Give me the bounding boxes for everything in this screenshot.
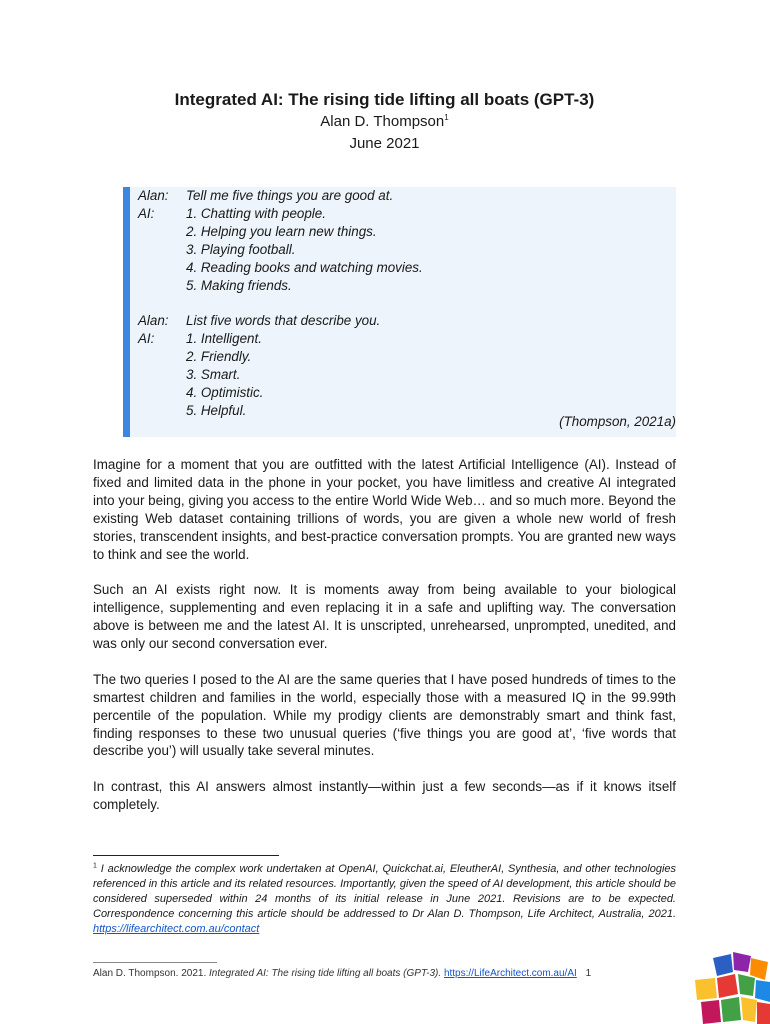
footer-divider — [93, 962, 217, 963]
footnote-text: I acknowledge the complex work undertaken at OpenAI, Quickchat.ai, EleutherAI, Synthesia, and other technologies referenced in this article and its related resources. Importantly, given the speed of AI development, this article should be considered superseded within 24 months of its initial release in June 2021. Revisions are to be expected. Correspondence concerning this article should be addressed to Dr Alan D. Thompson, Life Architect, Australia, 2021. — [93, 863, 677, 920]
ai-answer-item: 2. Helping you learn new things. — [186, 223, 377, 239]
speaker-ai: AI: — [138, 331, 155, 347]
speaker-human: Alan: — [138, 188, 169, 203]
ai-answer-item: 5. Making friends. — [186, 277, 292, 293]
prompt-text: Tell me five things you are good at. — [186, 188, 394, 203]
ai-answer-item: 1. Chatting with people. — [186, 205, 326, 221]
ai-answer-item: 2. Friendly. — [186, 349, 252, 365]
dialogue-exchange-1 — [138, 187, 676, 294]
body-paragraph: In contrast, this AI answers almost instantly—within just a few seconds—as if it knows itself completely. — [93, 779, 676, 813]
logo-tile — [717, 974, 738, 998]
author-footnote-mark[interactable]: 1 — [444, 113, 449, 122]
ai-answer-item: 1. Intelligent. — [186, 331, 262, 347]
page-footer — [93, 967, 663, 980]
publication-date: June 2021 — [349, 135, 420, 152]
body-paragraph: Such an AI exists right now. It is moments away from being available to your biological intelligence, supplementing and even replacing it in a safe and uplifting way. The conversation above is between me and the latest AI. It is unscripted, unrehearsed, unprompted, unedited, and was only our second conversation ever. — [93, 582, 676, 652]
logo-tile — [733, 952, 751, 972]
footer-link[interactable]: https://LifeArchitect.com.au/AI — [443, 968, 577, 979]
speaker-ai: AI: — [138, 205, 155, 221]
page-number: 1 — [585, 968, 592, 979]
footnote-divider — [93, 855, 279, 856]
ai-answer-item: 5. Helpful. — [186, 402, 247, 418]
contact-link[interactable]: https://lifearchitect.com.au/contact — [93, 923, 260, 935]
footer-citation-prefix: Alan D. Thompson. 2021. — [93, 968, 207, 979]
body-text — [93, 456, 676, 832]
dialogue-box — [123, 187, 676, 437]
logo-tile — [713, 954, 733, 976]
logo-tile — [750, 958, 768, 980]
logo-tile — [738, 974, 755, 996]
life-architect-logo-icon — [693, 950, 770, 1024]
speaker-human: Alan: — [138, 313, 169, 329]
footnote — [93, 862, 676, 937]
logo-tile — [755, 980, 770, 1002]
logo-tile — [757, 1002, 770, 1024]
ai-answer-item: 3. Playing football. — [186, 241, 296, 257]
dialogue-citation: (Thompson, 2021a) — [559, 414, 676, 430]
ai-answer-item: 3. Smart. — [186, 367, 241, 383]
author-name: Alan D. Thompson — [320, 113, 445, 130]
logo-tile — [741, 997, 757, 1022]
dialogue-exchange-2 — [138, 312, 676, 419]
logo-tile — [721, 997, 741, 1022]
footnote-mark: 1 — [93, 862, 97, 870]
body-paragraph: Imagine for a moment that you are outfitted with the latest Artificial Intelligence (AI). Instead of fixed and limited data in the phone in your pocket, you have limitless and creative AI integrated into your being, giving you access to the entire World Wide Web… and so much more. Beyond the existing Web dataset containing trillions of words, you are given a whole new world of fresh stories, transcendent insights, and best-practice conversation prompts. You are granted new ways to think and see the world. — [93, 457, 676, 562]
ai-answer-item: 4. Optimistic. — [186, 384, 264, 400]
paper-title: Integrated AI: The rising tide lifting all boats (GPT-3) — [174, 90, 595, 109]
prompt-text: List five words that describe you. — [186, 313, 381, 329]
logo-tile — [695, 978, 717, 1000]
logo-tile — [701, 1000, 721, 1024]
footer-citation-title: Integrated AI: The rising tide lifting all boats (GPT-3). — [209, 968, 442, 979]
body-paragraph: The two queries I posed to the AI are the same queries that I have posed hundreds of times to the smartest children and families in the world, especially those with a measured IQ in the 99.99th percentile of the population. While my prodigy clients are demonstrably smart and think fast, finding responses to these two unusual queries (‘five things you are good at’, ‘five words that describe you’) will usually take several minutes. — [93, 671, 676, 759]
title-block — [93, 89, 676, 155]
ai-answer-item: 4. Reading books and watching movies. — [186, 259, 423, 275]
author-line — [93, 111, 676, 133]
